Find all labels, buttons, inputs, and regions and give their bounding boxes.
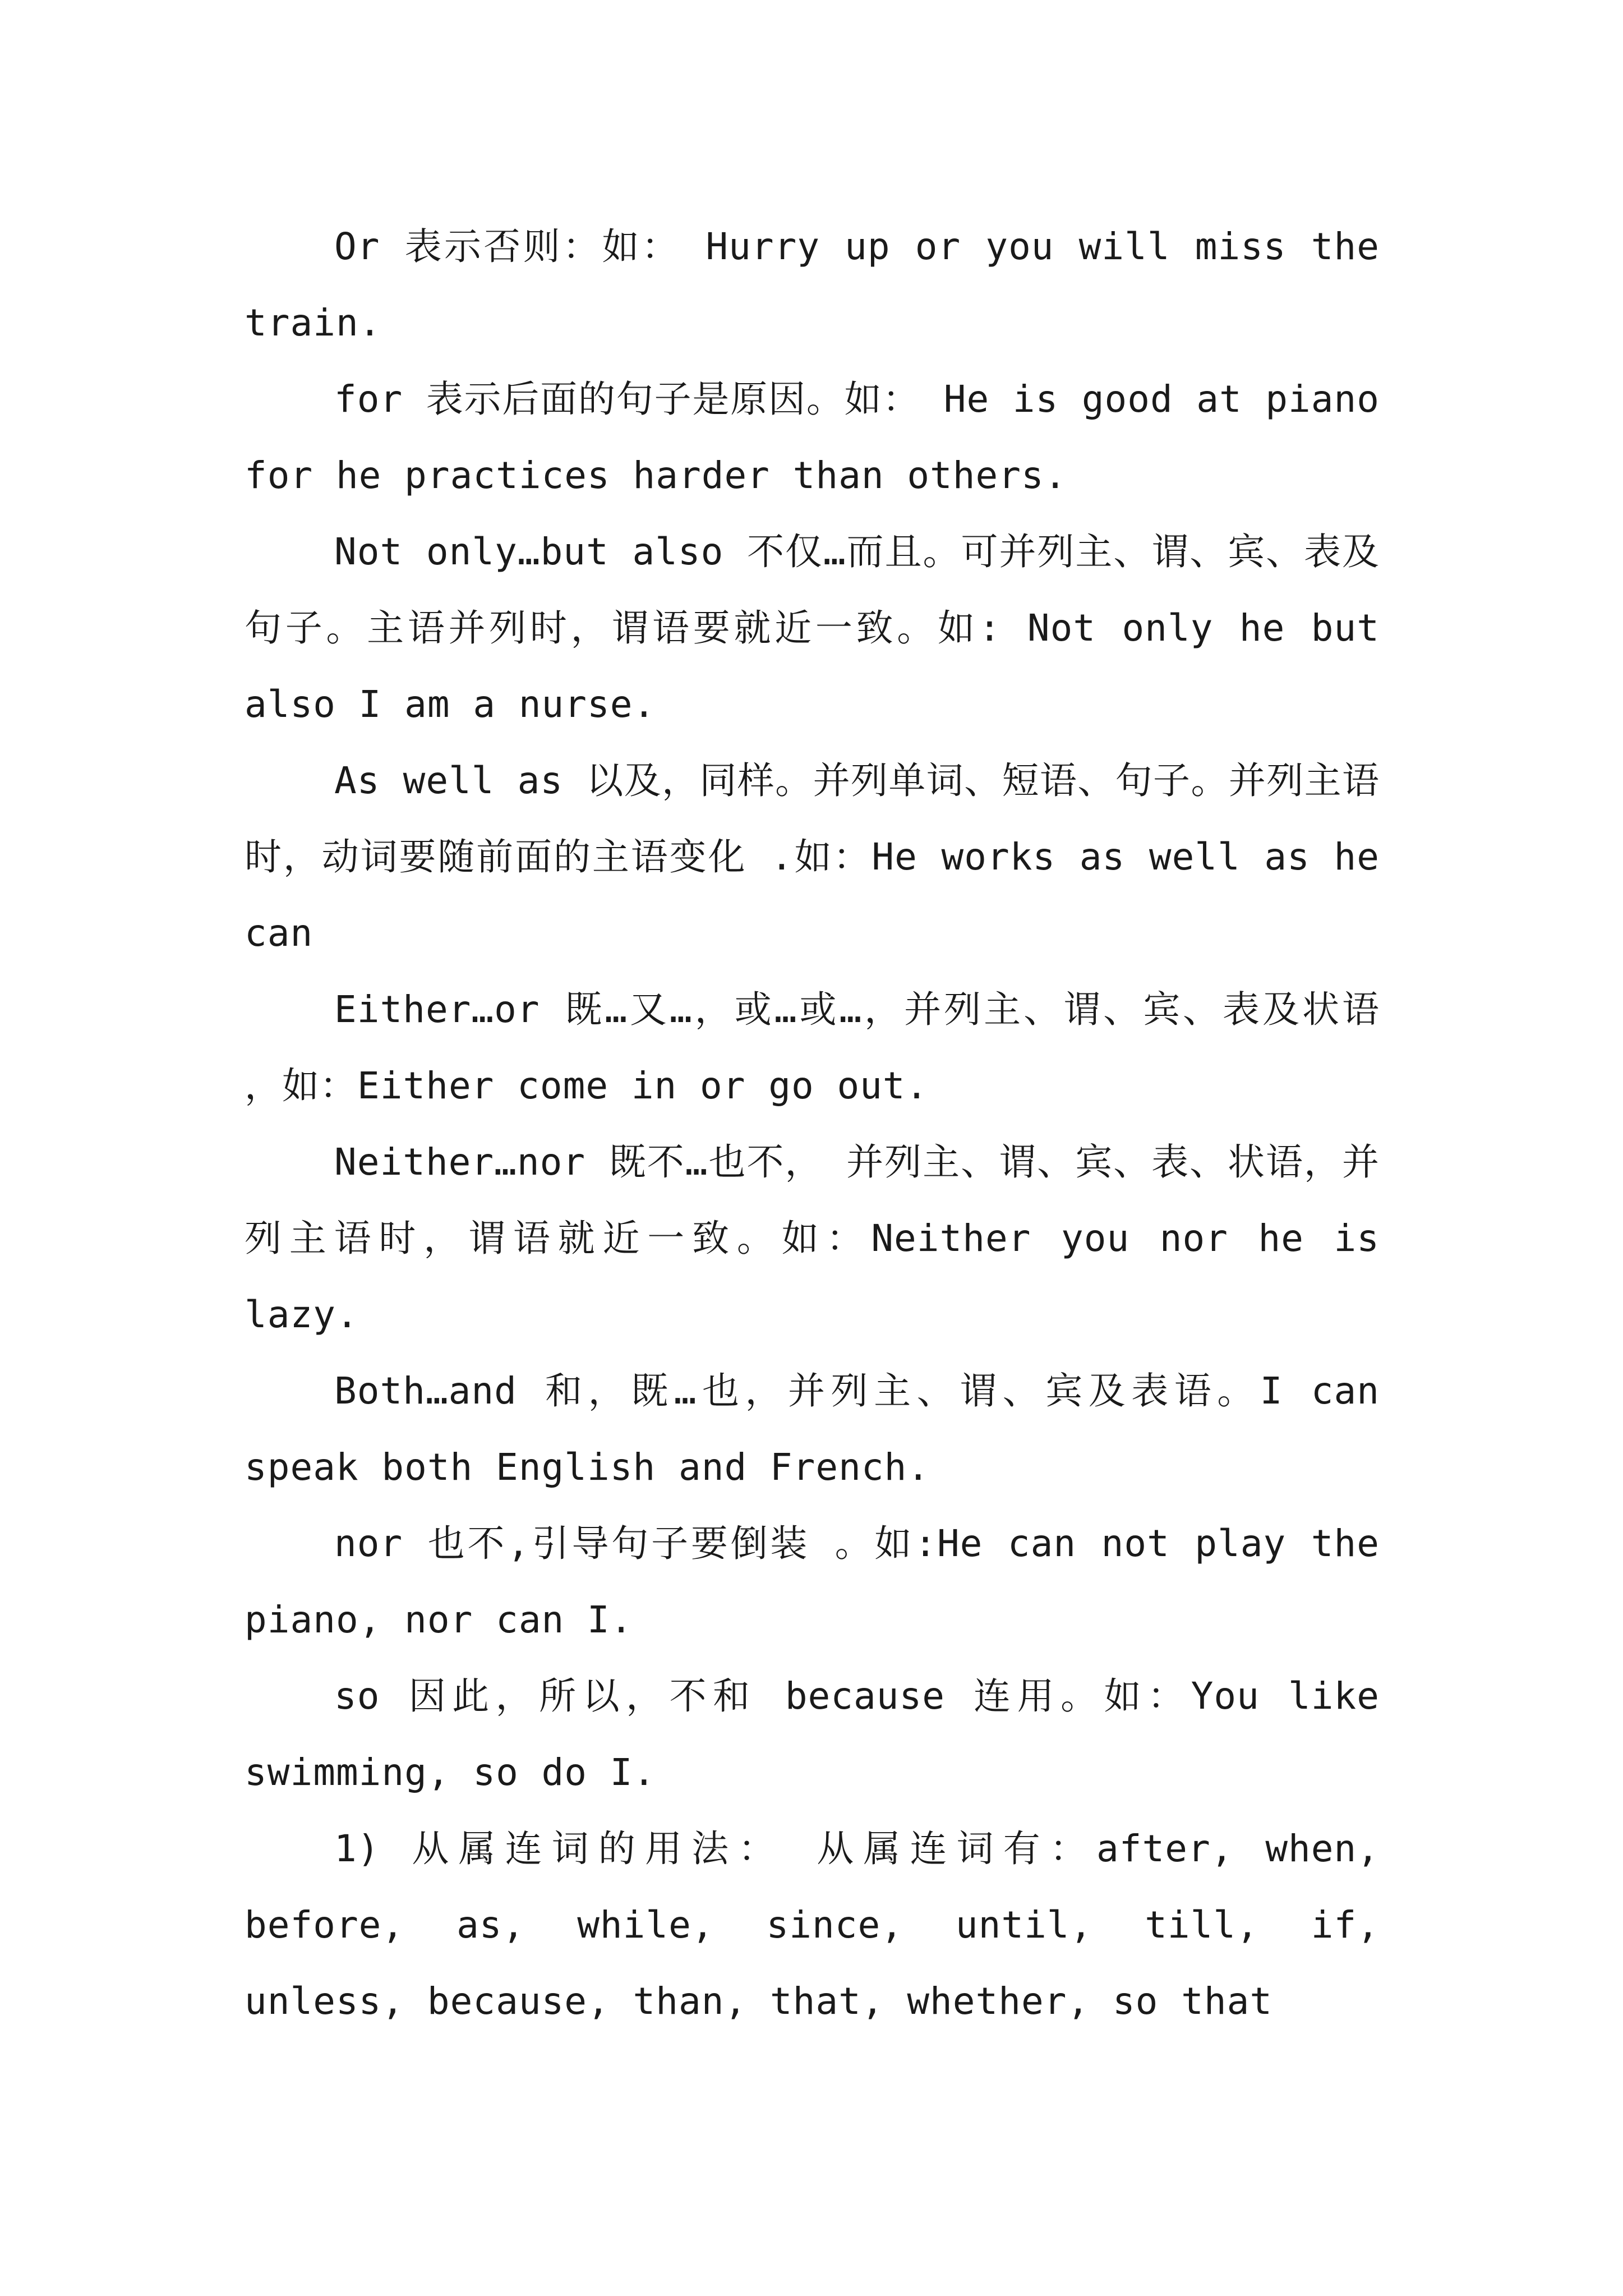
paragraph-not-only-but-also: Not only…but also 不仅…而且。可并列主、谓、宾、表及句子。主语并列时，谓语要就近一致。如: Not only he but also I am a nurse. (245, 530, 1380, 726)
document-body (245, 209, 1380, 2040)
paragraph-either-or: Either…or 既…又…，或…或…，并列主、谓、宾、表及状语 ，如：Either come in or go out. (245, 988, 1380, 1107)
paragraph-as-well-as: As well as 以及，同样。并列单词、短语、句子。并列主语时，动词要随前面的主语变化 .如：He works as well as he can (245, 759, 1380, 955)
paragraph-both-and: Both…and 和，既…也，并列主、谓、宾及表语。I can speak both English and French. (245, 1369, 1380, 1489)
paragraph-subordinating-conjunctions: 1) 从属连词的用法： 从属连词有：after, when, before, as, while, since, until, till, if, unless, because, than, that, whether, so that (245, 1827, 1380, 2023)
paragraph-neither-nor: Neither…nor 既不…也不， 并列主、谓、宾、表、状语，并列主语时，谓语就近一致。如：Neither you nor he is lazy. (245, 1140, 1380, 1336)
paragraph-for: for 表示后面的句子是原因。如： He is good at piano for he practices harder than others. (245, 378, 1380, 497)
paragraph-or: Or 表示否则：如： Hurry up or you will miss the train. (245, 225, 1380, 344)
paragraph-so: so 因此，所以，不和 because 连用。如：You like swimming, so do I. (245, 1674, 1380, 1794)
paragraph-nor: nor 也不,引导句子要倒装 。如:He can not play the piano, nor can I. (245, 1522, 1380, 1641)
